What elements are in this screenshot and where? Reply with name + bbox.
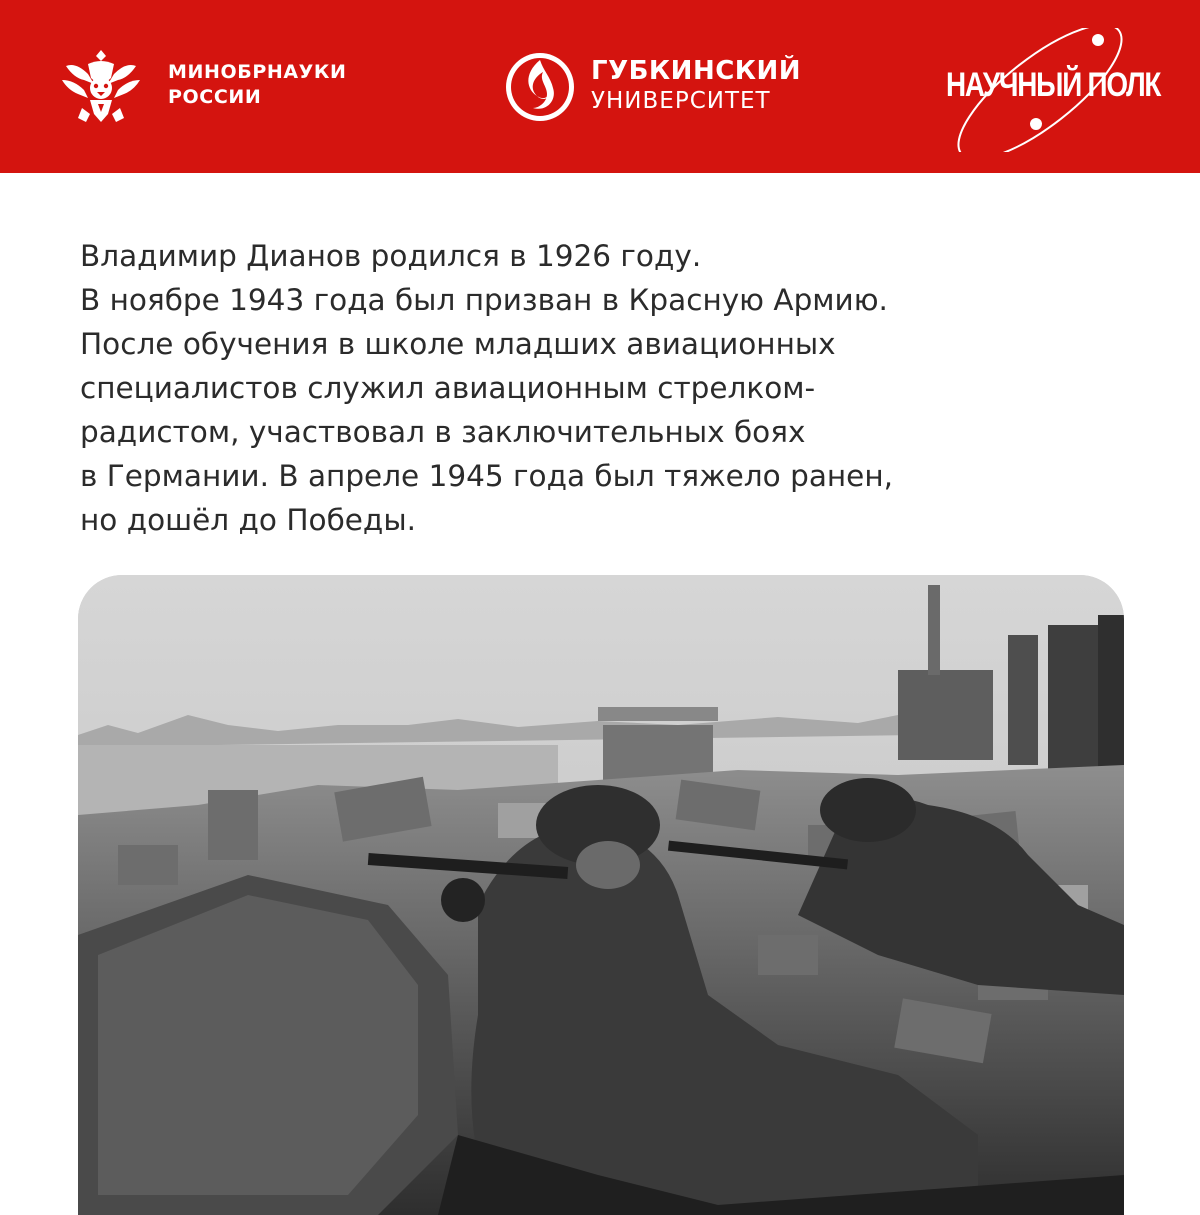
ministry-line2: РОССИИ [168, 86, 262, 108]
double-headed-eagle-emblem-icon [58, 44, 144, 128]
bio-line: радистом, участвовал в заключительных боях [80, 415, 806, 449]
ministry-text [168, 60, 347, 110]
university-logo [503, 50, 803, 130]
bio-line: в Германии. В апреле 1945 года был тяжело ранен, [80, 459, 893, 493]
bio-line: специалистов служил авиационным стрелком- [80, 371, 816, 405]
project-title: НАУЧНЫЙ ПОЛК [946, 66, 1161, 104]
header-bar [0, 0, 1200, 173]
bio-line: Владимир Дианов родился в 1926 году. [80, 239, 702, 273]
bio-line: В ноябре 1943 года был призван в Красную Армию. [80, 283, 888, 317]
gubkin-flame-logo-icon [503, 50, 577, 124]
university-line1: ГУБКИНСКИЙ [591, 56, 802, 86]
university-line2: УНИВЕРСИТЕТ [591, 88, 771, 114]
biography-text [80, 234, 1140, 542]
bio-line: После обучения в школе младших авиационных [80, 327, 836, 361]
ministry-line1: МИНОБРНАУКИ [168, 61, 347, 83]
war-photo [78, 575, 1124, 1215]
project-logo [940, 28, 1161, 152]
bio-line: но дошёл до Победы. [80, 503, 416, 537]
black-and-white-war-photo-icon [78, 575, 1124, 1215]
ministry-logo [58, 44, 378, 128]
